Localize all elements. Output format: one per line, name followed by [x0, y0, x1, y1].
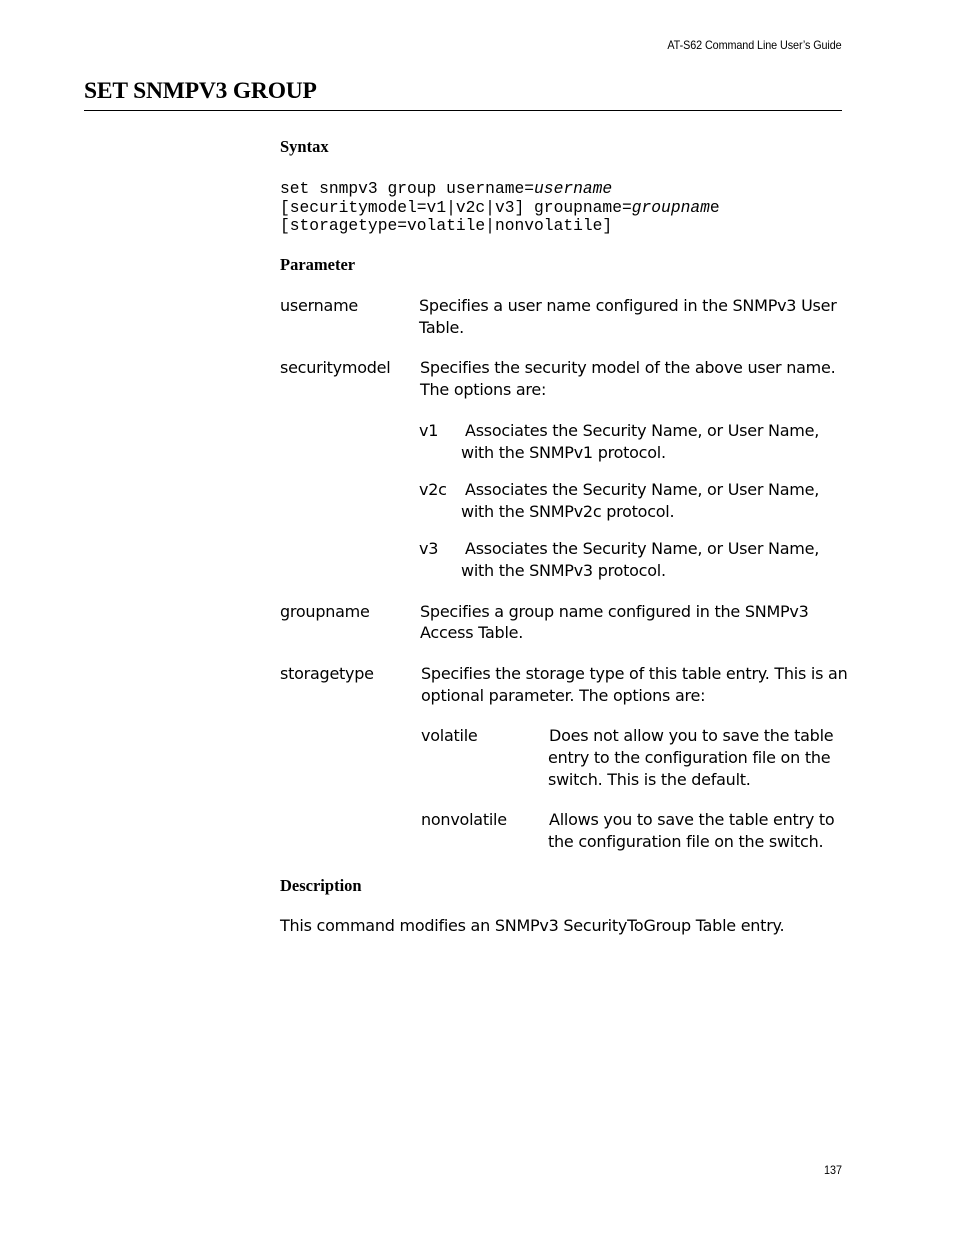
syntax-heading: Syntax [280, 137, 329, 156]
option-desc-volatile-line-3: switch. This is the default. [548, 770, 751, 789]
option-desc-v3-line-2: with the SNMPv3 protocol. [461, 561, 666, 580]
param-name-securitymodel: securitymodel [280, 358, 391, 377]
syntax-line-2-text: [securitymodel=v1|v2c|v3] groupname= [280, 197, 632, 217]
option-desc-nonvolatile-line-2: the configuration file on the switch. [548, 832, 824, 851]
syntax-line-3: [storagetype=volatile|nonvolatile] [280, 216, 613, 235]
syntax-groupname-placeholder: groupnam [631, 197, 710, 217]
option-desc-v2c-line-1: Associates the Security Name, or User Name, [465, 480, 820, 499]
option-desc-v2c-line-2: with the SNMPv2c protocol. [461, 502, 675, 521]
running-header: AT-S62 Command Line User’s Guide [667, 38, 842, 52]
option-name-volatile: volatile [421, 726, 478, 745]
param-desc-username-line-2: Table. [419, 318, 464, 337]
page-number: 137 [823, 1163, 842, 1177]
param-name-groupname: groupname [280, 602, 370, 621]
parameter-heading: Parameter [280, 255, 356, 274]
option-desc-v1-line-1: Associates the Security Name, or User Name, [465, 421, 820, 440]
page-title: SET SNMPV3 GROUP [84, 78, 317, 104]
title-divider [84, 110, 842, 111]
param-name-storagetype: storagetype [280, 664, 374, 683]
option-name-v3: v3 [419, 539, 439, 558]
param-name-username: username [280, 296, 358, 315]
syntax-line-1-text: set snmpv3 group username= [280, 179, 535, 198]
description-heading: Description [280, 876, 362, 895]
syntax-line-1 [280, 180, 612, 199]
option-desc-volatile-line-1: Does not allow you to save the table [549, 726, 834, 745]
syntax-username-placeholder: username [534, 179, 613, 198]
param-desc-securitymodel-line-1: Specifies the security model of the above user name. [420, 358, 836, 377]
option-desc-v1-line-2: with the SNMPv1 protocol. [461, 443, 666, 462]
param-desc-groupname-line-2: Access Table. [420, 623, 524, 642]
param-desc-storagetype-line-1: Specifies the storage type of this table entry. This is an [421, 664, 848, 683]
syntax-line-2 [280, 199, 720, 218]
description-text: This command modifies an SNMPv3 SecurityToGroup Table entry. [280, 916, 785, 935]
option-name-v1: v1 [419, 421, 439, 440]
option-desc-volatile-line-2: entry to the configuration file on the [548, 748, 831, 767]
param-desc-groupname-line-1: Specifies a group name configured in the SNMPv3 [420, 602, 809, 621]
syntax-line-2-suffix: e [709, 197, 720, 217]
option-desc-v3-line-1: Associates the Security Name, or User Name, [465, 539, 820, 558]
param-desc-securitymodel-line-2: The options are: [420, 380, 547, 399]
param-desc-username-line-1: Specifies a user name configured in the SNMPv3 User [419, 296, 837, 315]
param-desc-storagetype-line-2: optional parameter. The options are: [421, 686, 706, 705]
option-desc-nonvolatile-line-1: Allows you to save the table entry to [549, 810, 835, 829]
option-name-nonvolatile: nonvolatile [421, 810, 507, 829]
option-name-v2c: v2c [419, 480, 447, 499]
